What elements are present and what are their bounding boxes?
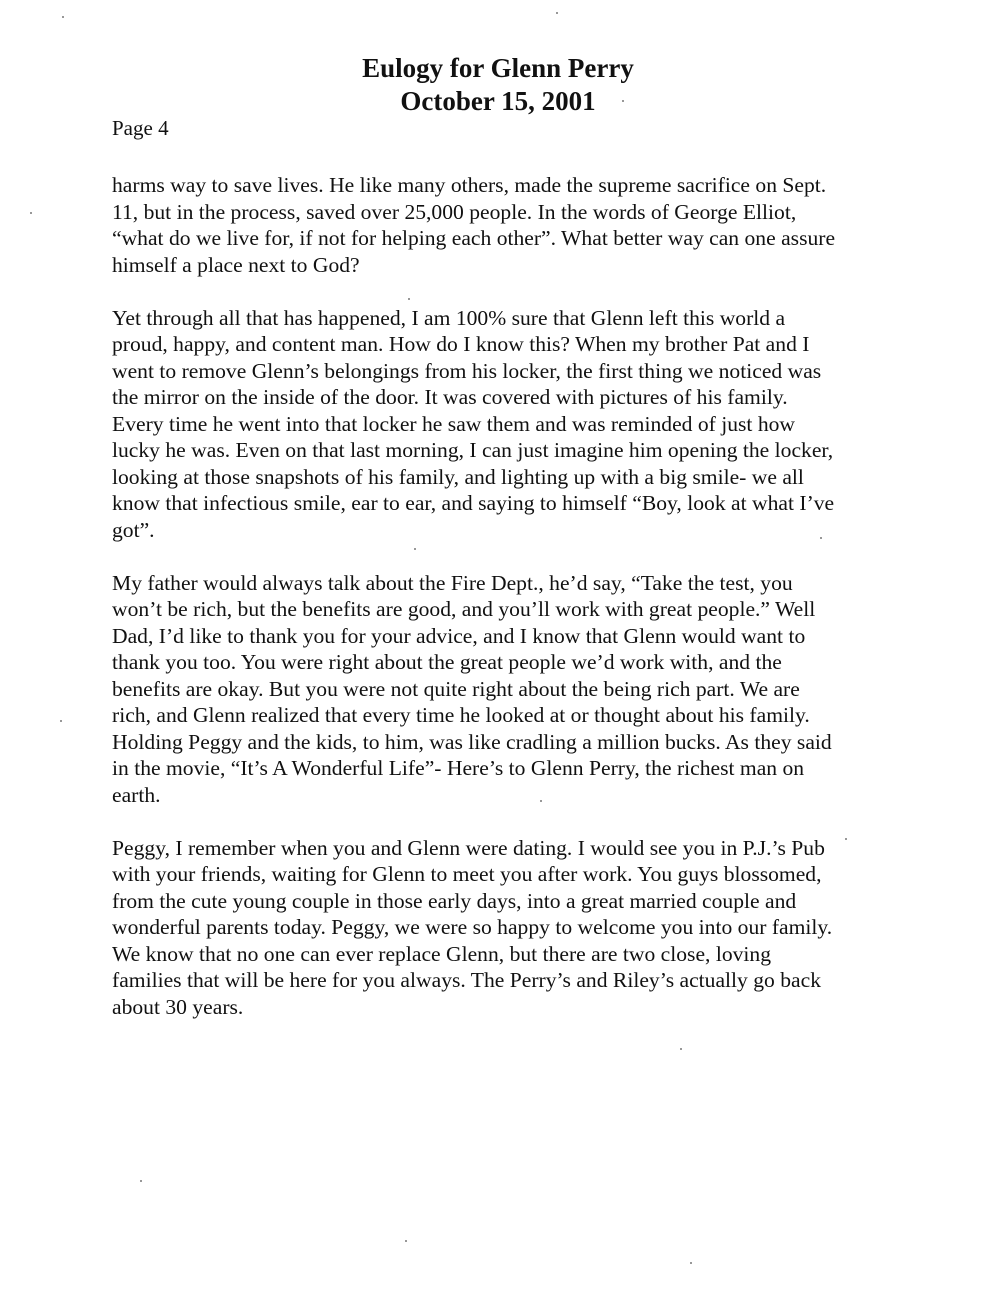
scan-speck [30, 212, 32, 214]
document-body [112, 172, 902, 1047]
scan-speck [540, 800, 542, 802]
paragraph-2: Yet through all that has happened, I am 100% sure that Glenn left this world a proud, happy, and content man. How do I know this? When my brother Pat and I went to remove Glenn’s belongings from his locker, the first thing we noticed was the mirror on the inside of the door. It was covered with pictures of his family. Every time he went into that locker he saw them and was reminded of just how lucky he was. Even on that last morning, I can just imagine him opening the locker, looking at those snapshots of his family, and lighting up with a big smile- we all know that infectious smile, ear to ear, and saying to himself “Boy, look at what I’ve got”. [112, 305, 835, 542]
scan-speck [62, 16, 64, 18]
document-title: Eulogy for Glenn Perry [362, 53, 634, 83]
document-date: October 15, 2001 [400, 86, 596, 116]
scan-speck [690, 1262, 692, 1264]
page-number-label: Page 4 [112, 116, 169, 140]
scan-speck [556, 12, 558, 14]
scan-speck [140, 1180, 142, 1182]
scan-speck [405, 1240, 407, 1242]
paragraph-4: Peggy, I remember when you and Glenn were dating. I would see you in P.J.’s Pub with your friends, waiting for Glenn to meet you after work. You guys blossomed, from the cute young couple in those early days, into a great married couple and wonderful parents today. Peggy, we were so happy to welcome you into our family. We know that no one can ever replace Glenn, but there are two close, loving families that will be here for you always. The Perry’s and Riley’s actually go back about 30 years. [112, 835, 833, 1019]
paragraph-1: harms way to save lives. He like many others, made the supreme sacrifice on Sept. 11, but in the process, saved over 25,000 people. In the words of George Elliot, “what do we live for, if not for helping each other”. What better way can one assure himself a place next to God? [112, 173, 836, 277]
scan-speck [622, 100, 624, 102]
scan-speck [845, 838, 847, 840]
document-header [0, 52, 1000, 118]
scan-speck [680, 1048, 682, 1050]
scan-speck [60, 720, 62, 722]
scan-speck [414, 548, 416, 550]
scan-speck [408, 298, 410, 300]
paragraph-3: My father would always talk about the Fire Dept., he’d say, “Take the test, you won’t be rich, but the benefits are good, and you’ll work with great people.” Well Dad, I’d like to thank you for your advice, and I know that Glenn would want to thank you too. You were right about the great people we’d work with, and the benefits are okay. But you were not quite right about the being rich part. We are rich, and Glenn realized that every time he looked at or thought about his family. Holding Peggy and the kids, to him, was like cradling a million bucks. As they said in the movie, “It’s A Wonderful Life”- Here’s to Glenn Perry, the richest man on earth. [112, 570, 832, 807]
scan-speck [820, 537, 822, 539]
